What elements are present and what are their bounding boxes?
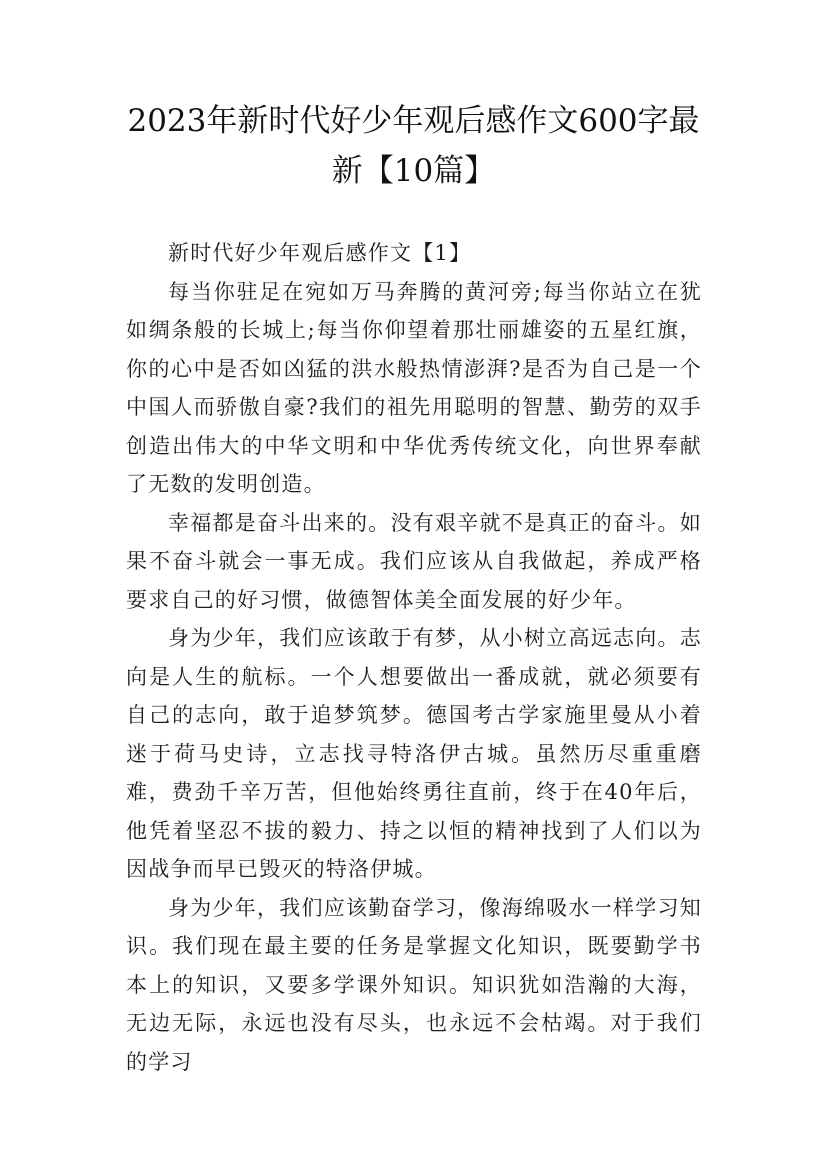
document-body bbox=[126, 234, 702, 1081]
section-heading: 新时代好少年观后感作文【1】 bbox=[168, 241, 472, 265]
document-title: 2023年新时代好少年观后感作文600字最新【10篇】 bbox=[127, 103, 700, 189]
paragraph: 身为少年，我们应该敢于有梦，从小树立高远志向。志向是人生的航标。一个人想要做出一番成就，就必须要有自己的志向，敢于追梦筑梦。德国考古学家施里曼从小着迷于荷马史诗，立志找寻特洛伊古城。虽然历尽重重磨难，费劲千辛万苦，但他始终勇往直前，终于在40年后，他凭着坚忍不拔的毅力、持之以恒的精神找到了人们以为因战争而早已毁灭的特洛伊城。 bbox=[126, 626, 702, 881]
paragraph: 幸福都是奋斗出来的。没有艰辛就不是真正的奋斗。如果不奋斗就会一事无成。我们应该从自我做起，养成严格要求自己的好习惯，做德智体美全面发展的好少年。 bbox=[126, 510, 702, 612]
paragraph: 每当你驻足在宛如万马奔腾的黄河旁;每当你站立在犹如绸条般的长城上;每当你仰望着那壮丽雄姿的五星红旗，你的心中是否如凶猛的洪水般热情澎湃?是否为自己是一个中国人而骄傲自豪?我们的祖先用聪明的智慧、勤劳的双手创造出伟大的中华文明和中华优秀传统文化，向世界奉献了无数的发明创造。 bbox=[126, 279, 702, 496]
paragraph: 身为少年，我们应该勤奋学习，像海绵吸水一样学习知识。我们现在最主要的任务是掌握文化知识，既要勤学书本上的知识，又要多学课外知识。知识犹如浩瀚的大海，无边无际，永远也没有尽头，也永远不会枯竭。对于我们的学习 bbox=[126, 895, 702, 1074]
